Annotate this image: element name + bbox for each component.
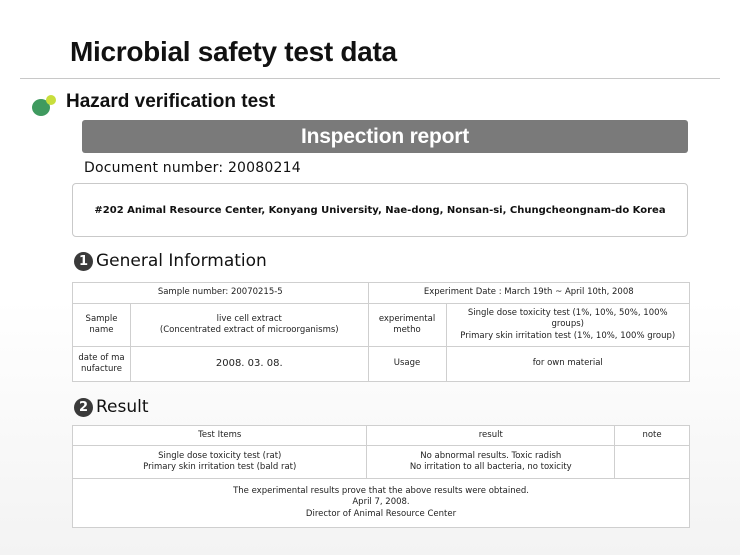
manufacture-label: date of ma nufacture: [73, 347, 131, 382]
number-two-icon: 2: [74, 398, 93, 417]
manufacture-value: 2008. 03. 08.: [130, 347, 368, 382]
sample-name-line: live cell extract: [216, 313, 282, 324]
method-label: experimental metho: [368, 304, 446, 347]
col-header-note: note: [615, 426, 690, 446]
usage-value: for own material: [446, 347, 690, 382]
usage-label: Usage: [368, 347, 446, 382]
title-divider: [20, 78, 720, 79]
sample-name-line: (Concentrated extract of microorganisms): [159, 325, 339, 335]
footer-line: The experimental results prove that the above results were obtained.: [233, 485, 529, 496]
sample-number-cell: Sample number: 20070215-5: [73, 283, 369, 304]
report-banner: [82, 120, 688, 153]
footer-signatory: Director of Animal Resource Center: [305, 508, 457, 519]
table-row: [73, 304, 690, 347]
test-items-cell: [73, 446, 367, 479]
address-box: [72, 183, 688, 237]
result-footer-cell: [73, 479, 690, 528]
table-row: [73, 347, 690, 382]
col-header-test-items: Test Items: [73, 426, 367, 446]
number-one-icon: 1: [74, 252, 93, 271]
result-cell: [367, 446, 615, 479]
table-row: [73, 479, 690, 528]
document-number: Document number: 20080214: [84, 160, 301, 176]
method-value: [446, 304, 690, 347]
method-line: Primary skin irritation test (1%, 10%, 100% group): [460, 330, 676, 341]
footer-date: April 7, 2008.: [352, 497, 410, 508]
note-cell: [615, 446, 690, 479]
general-information-label: General Information: [96, 251, 267, 271]
report-banner-label: Inspection report: [300, 124, 470, 148]
bullet-dots-icon: [32, 94, 62, 118]
general-information-heading: [74, 251, 267, 271]
sample-name-value: [130, 304, 368, 347]
method-line: Single dose toxicity test (1%, 10%, 50%, 100% groups): [467, 307, 668, 330]
test-item-line: Single dose toxicity test (rat): [158, 450, 282, 461]
section-title: Hazard verification test: [66, 91, 276, 112]
test-item-line: Primary skin irritation test (bald rat): [143, 462, 297, 472]
result-label: Result: [96, 397, 149, 417]
page-title: Microbial safety test data: [70, 36, 397, 67]
result-line: No abnormal results. Toxic radish: [420, 450, 562, 461]
yellow-dot-icon: [46, 95, 56, 105]
result-line: No irritation to all bacteria, no toxicity: [409, 462, 572, 472]
general-information-table: [72, 282, 690, 382]
sample-name-label: Sample name: [73, 304, 131, 347]
table-row: [73, 283, 690, 304]
table-row: [73, 426, 690, 446]
result-table: [72, 425, 690, 528]
result-heading: [74, 397, 149, 417]
address-text: #202 Animal Resource Center, Konyang University, Nae-dong, Nonsan-si, Chungcheongnam-do Korea: [94, 204, 666, 216]
table-row: [73, 446, 690, 479]
col-header-result: result: [367, 426, 615, 446]
experiment-date-cell: Experiment Date : March 19th ~ April 10th, 2008: [368, 283, 689, 304]
